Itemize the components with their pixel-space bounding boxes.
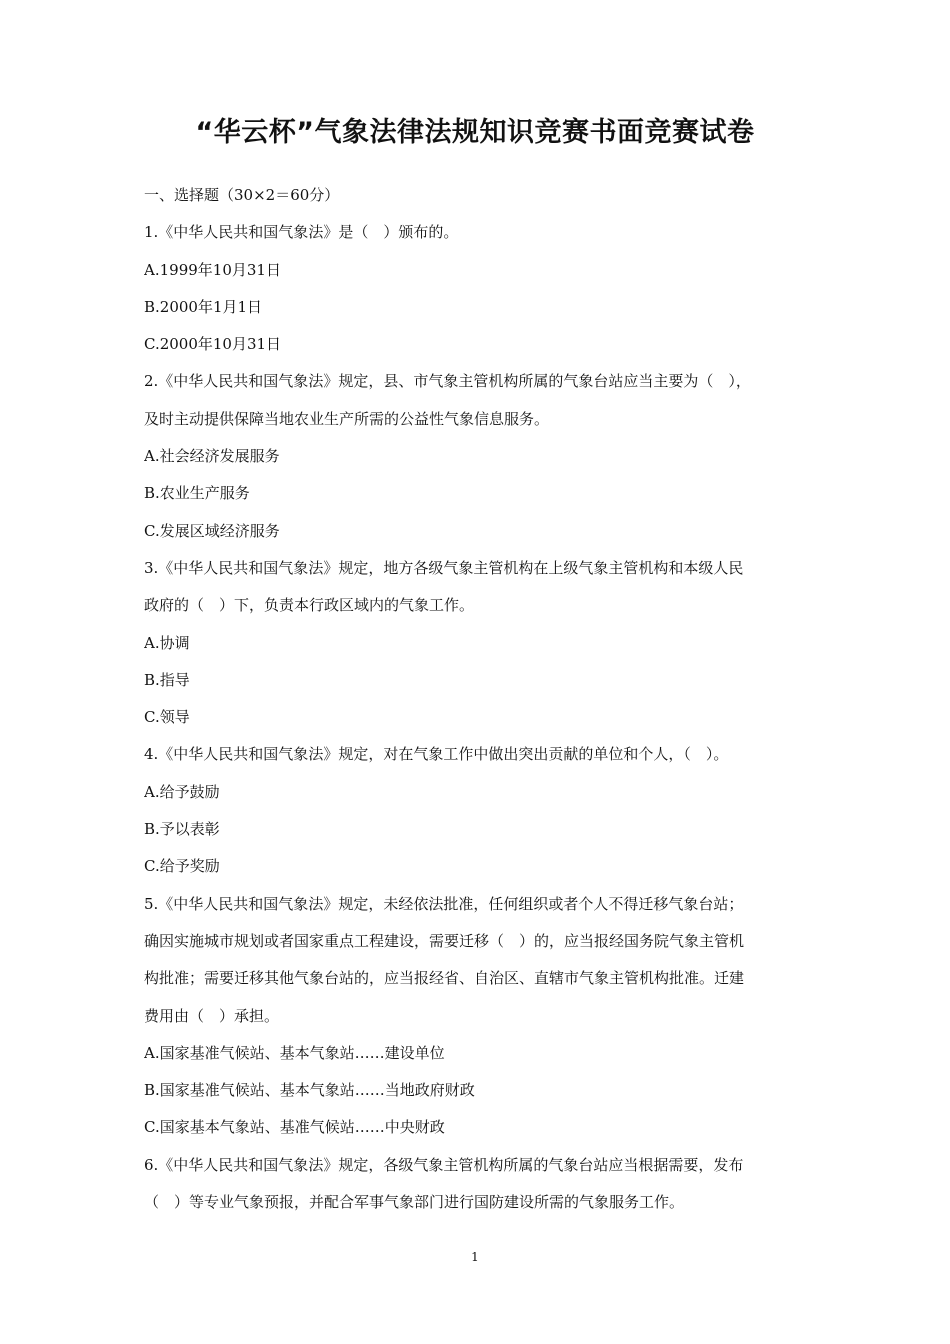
page-number: 1 (471, 1250, 479, 1264)
text-line: A.协调 (144, 633, 190, 652)
text-line: C.给予奖励 (144, 857, 220, 876)
text-line: 政府的（ ）下，负责本行政区域内的气象工作。 (144, 596, 475, 615)
text-line: 1.《中华人民共和国气象法》是（ ）颁布的。 (144, 223, 459, 242)
text-line: 费用由（ ）承担。 (144, 1006, 280, 1025)
text-line: B.予以表彰 (144, 820, 220, 839)
text-line: A.国家基准气候站、基本气象站……建设单位 (144, 1043, 445, 1062)
question-body (144, 177, 816, 1221)
text-line: 2.《中华人民共和国气象法》规定，县、市气象主管机构所属的气象台站应当主要为（ ）， (144, 372, 751, 391)
text-line: 4.《中华人民共和国气象法》规定，对在气象工作中做出突出贡献的单位和个人，（ ）。 (144, 745, 729, 764)
text-line: C.领导 (144, 708, 190, 727)
page-title: “华云杯”气象法律法规知识竞赛书面竞赛试卷 (195, 117, 755, 148)
text-line: 确因实施城市规划或者国家重点工程建设，需要迁移（ ）的，应当报经国务院气象主管机 (144, 931, 745, 950)
text-line: C.国家基本气象站、基准气候站……中央财政 (144, 1118, 445, 1137)
text-line: B.农业生产服务 (144, 484, 250, 503)
text-line: A.1999年10月31日 (144, 260, 281, 279)
text-line: 3.《中华人民共和国气象法》规定，地方各级气象主管机构在上级气象主管机构和本级人民 (144, 558, 744, 577)
text-line: C.发展区域经济服务 (144, 521, 280, 540)
text-line: （ ）等专业气象预报，并配合军事气象部门进行国防建设所需的气象服务工作。 (144, 1193, 685, 1212)
text-line: 6.《中华人民共和国气象法》规定，各级气象主管机构所属的气象台站应当根据需要，发布 (144, 1155, 744, 1174)
text-line: 5.《中华人民共和国气象法》规定，未经依法批准，任何组织或者个人不得迁移气象台站； (144, 894, 744, 913)
text-line: C.2000年10月31日 (144, 335, 282, 354)
text-line: 构批准；需要迁移其他气象台站的，应当报经省、自治区、直辖市气象主管机构批准。迁建 (144, 969, 745, 988)
text-line: B.2000年1月1日 (144, 297, 263, 316)
text-line: B.指导 (144, 670, 190, 689)
text-line: A.社会经济发展服务 (144, 447, 280, 466)
text-line: B.国家基准气候站、基本气象站……当地政府财政 (144, 1081, 475, 1100)
text-line: 及时主动提供保障当地农业生产所需的公益性气象信息服务。 (144, 409, 550, 428)
section-heading: 一、选择题（30×2＝60分） (144, 186, 340, 204)
text-line: A.给予鼓励 (144, 782, 220, 801)
